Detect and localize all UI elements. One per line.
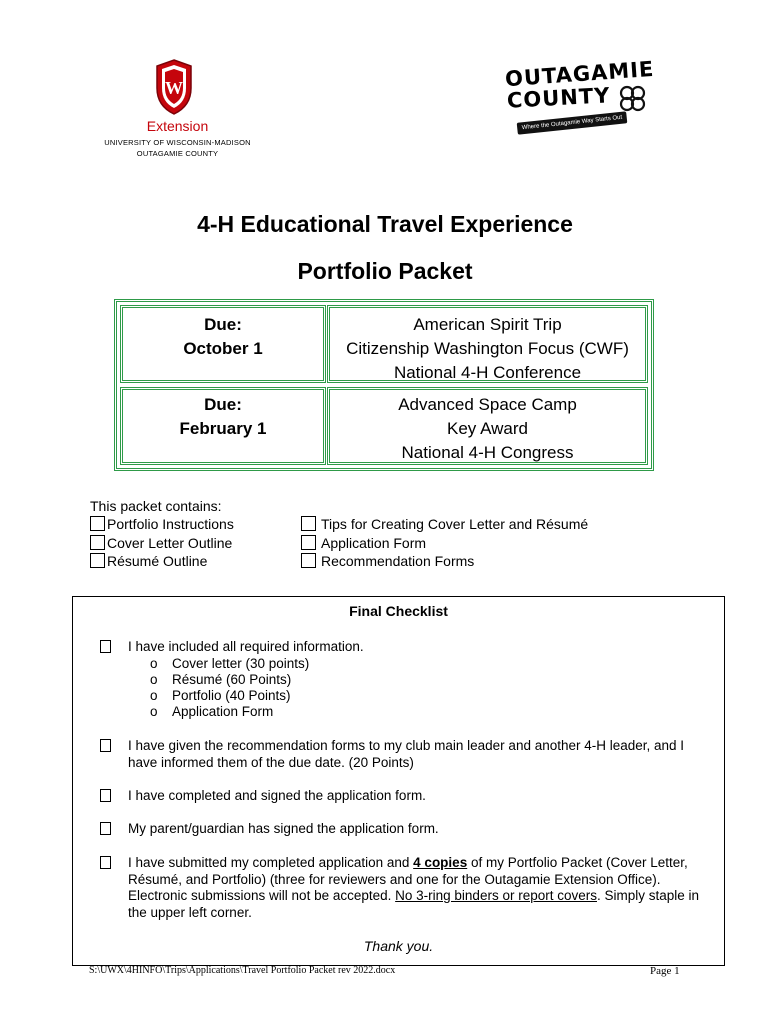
page-subtitle: Portfolio Packet bbox=[297, 258, 473, 284]
checklist-sub-item: o Cover letter (30 points) bbox=[150, 656, 310, 671]
checklist-item: I have completed and signed the application form. bbox=[128, 788, 718, 805]
footer-page-number: Page 1 bbox=[650, 965, 680, 977]
checkbox-icon[interactable] bbox=[100, 640, 111, 653]
program-item: Citizenship Washington Focus (CWF) bbox=[346, 339, 629, 358]
uw-county-line: OUTAGAMIE COUNTY bbox=[136, 149, 219, 158]
thank-you-note: Thank you. bbox=[363, 938, 434, 954]
final-checklist bbox=[72, 596, 725, 966]
contents-item: Recommendation Forms bbox=[301, 552, 474, 570]
checkbox-icon[interactable] bbox=[100, 822, 111, 835]
checkbox-icon[interactable] bbox=[301, 535, 316, 550]
contents-item: Application Form bbox=[301, 534, 426, 552]
checklist-sub-item: o Portfolio (40 Points) bbox=[150, 688, 291, 703]
program-item: Key Award bbox=[447, 419, 528, 438]
due-label: Due: bbox=[204, 315, 242, 334]
due-date: October 1 bbox=[183, 339, 263, 358]
county-logo-line2: COUNTY bbox=[506, 83, 611, 113]
due-date: February 1 bbox=[179, 419, 267, 438]
contents-item: Cover Letter Outline bbox=[90, 534, 232, 552]
contents-heading: This packet contains: bbox=[90, 498, 222, 514]
checkbox-icon[interactable] bbox=[100, 739, 111, 752]
contents-item: Tips for Creating Cover Letter and Résumé bbox=[301, 515, 588, 533]
program-item: National 4-H Conference bbox=[393, 363, 582, 382]
uw-crest-icon bbox=[153, 58, 195, 116]
county-logo-line1: OUTAGAMIE bbox=[504, 56, 656, 92]
checklist-title: Final Checklist bbox=[349, 603, 448, 619]
due-cell-october bbox=[120, 305, 326, 383]
due-cell-february bbox=[120, 387, 326, 465]
checklist-item: I have included all required information. bbox=[128, 639, 718, 656]
checkbox-icon[interactable] bbox=[100, 789, 111, 802]
svg-text:W: W bbox=[165, 78, 183, 98]
checklist-item: I have submitted my completed application and 4 copies of my Portfolio Packet (Cover Letter, Résumé, and Portfolio) (three for reviewers and one for the Outagamie Extension Office). Electronic submissions will not be accepted. No 3-ring binders or report covers. Simply staple in the upper left corner. bbox=[128, 855, 718, 921]
checkbox-icon[interactable] bbox=[301, 553, 316, 568]
checklist-item: I have given the recommendation forms to my club main leader and another 4-H leader, and I have informed them of the due date. (20 Points) bbox=[128, 738, 718, 771]
outagamie-county-logo bbox=[504, 56, 656, 142]
clover-icon bbox=[617, 84, 647, 114]
footer-file-path: S:\UWX\4HINFO\Trips\Applications\Travel Portfolio Packet rev 2022.docx bbox=[89, 965, 396, 976]
checkbox-icon[interactable] bbox=[90, 516, 105, 531]
contents-item: Résumé Outline bbox=[90, 552, 207, 570]
checkbox-icon[interactable] bbox=[90, 535, 105, 550]
contents-item: Portfolio Instructions bbox=[90, 515, 234, 533]
checkbox-icon[interactable] bbox=[90, 553, 105, 568]
checklist-item: My parent/guardian has signed the application form. bbox=[128, 821, 718, 838]
checklist-sub-item: o Résumé (60 Points) bbox=[150, 672, 292, 687]
uw-university-line: UNIVERSITY OF WISCONSIN-MADISON bbox=[104, 138, 251, 147]
checkbox-icon[interactable] bbox=[301, 516, 316, 531]
page-title: 4-H Educational Travel Experience bbox=[197, 211, 573, 237]
programs-cell-february bbox=[327, 387, 648, 465]
checkbox-icon[interactable] bbox=[100, 856, 111, 869]
program-item: Advanced Space Camp bbox=[398, 395, 577, 414]
program-item: National 4-H Congress bbox=[401, 443, 574, 462]
uw-extension-wordmark: Extension bbox=[146, 118, 209, 134]
due-label: Due: bbox=[204, 395, 242, 414]
county-logo-banner: Where the Outagamie Way Starts Out bbox=[517, 111, 628, 134]
programs-cell-october bbox=[327, 305, 648, 383]
uw-extension-logo bbox=[95, 58, 260, 168]
checklist-sub-item: o Application Form bbox=[150, 704, 274, 719]
program-item: American Spirit Trip bbox=[413, 315, 562, 334]
